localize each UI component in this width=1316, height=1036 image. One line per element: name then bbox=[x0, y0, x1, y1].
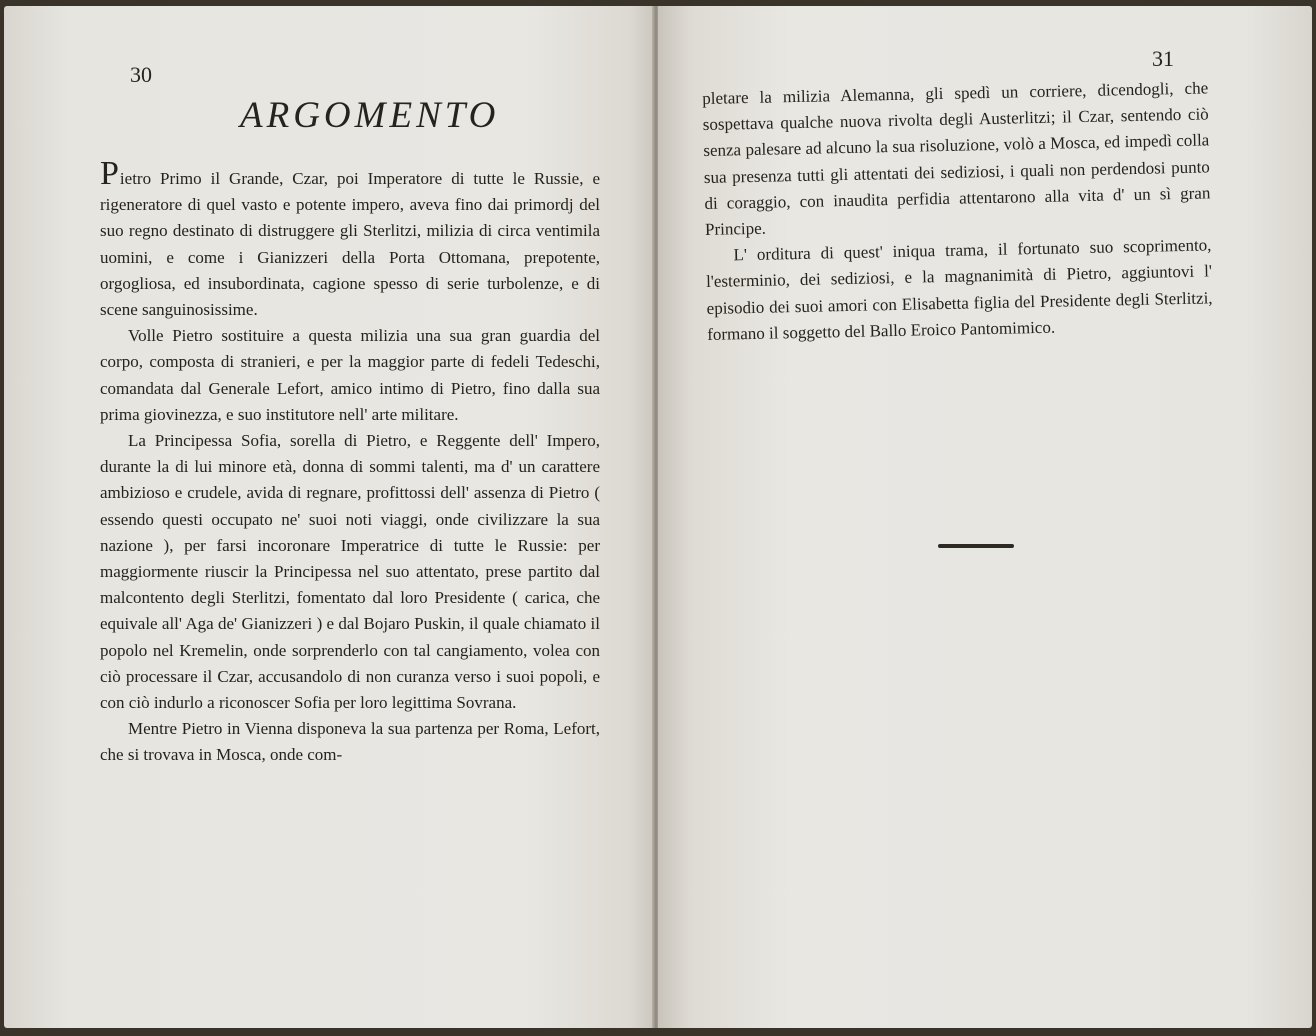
left-page bbox=[4, 6, 656, 1028]
drop-cap: P bbox=[100, 155, 119, 192]
page-number-right: 31 bbox=[1152, 46, 1174, 71]
paragraph-1-text: ietro Primo il Grande, Czar, poi Imperatore di tutte le Russie, e rigeneratore di quel vasto e potente impero, aveva fino dai primordj del suo regno destinato di distruggere gli Sterlitzi, milizia di circa ventimila uomini, e come i Gianizzeri della Porta Ottomana, prepotente, orgogliosa, ed insubordinata, cagione spesso di serie turbolenze, e di scene sanguinosissime. bbox=[100, 169, 600, 320]
right-page bbox=[658, 6, 1312, 1028]
left-page-text bbox=[100, 155, 600, 769]
continued-paragraph: pletare la milizia Alemanna, gli spedì un corriere, dicendogli, che sospettava qualche nuova rivolta degli Austerlitzi; il Czar, sentendo ciò senza palesare ad alcuno la sua risoluzione, volò a Mosca, ed impedì colla sua presenza tutti gli attentati dei sediziosi, i quali non perdendosi punto di coraggio, con inaudita perfidia attentarono alla vita d' un sì gran Principe. bbox=[702, 78, 1211, 239]
paragraph-4: Mentre Pietro in Vienna disponeva la sua partenza per Roma, Lefort, che si trovava in Mosca, onde com- bbox=[100, 719, 600, 765]
paragraph-5: L' orditura di quest' iniqua trama, il fortunato suo scoprimento, l'esterminio, dei sediziosi, e la magnanimità di Pietro, aggiuntovi l' episodio dei suoi amori con Elisabetta figlia del Presidente degli Sterlitzi, formano il soggetto del Ballo Eroico Pantomimico. bbox=[705, 235, 1213, 344]
paragraph-3: La Principessa Sofia, sorella di Pietro, e Reggente dell' Impero, durante la di lui minore età, donna di sommi talenti, ma d' un carattere ambizioso e crudele, avida di regnare, profittossi dell' assenza di Pietro ( essendo questi occupato ne' suoi noti viaggi, onde civilizzare la sua nazione ), per farsi incoronare Imperatrice di tutte le Russie: per maggiormente riuscir la Principessa nel suo attentato, prese partito dal malcontento degli Sterlitzi, fomentato dal loro Presidente ( carica, che equivale all' Aga de' Gianizzeri ) e dal Bojaro Puskin, il quale chiamato il popolo nel Kremelin, onde sorprenderlo con tal cangiamento, volea con ciò processare il Czar, accusandolo di non curanza verso i suoi popoli, e con ciò indurlo a riconoscer Sofia per loro legittima Sovrana. bbox=[100, 431, 600, 713]
paragraph-2: Volle Pietro sostituire a questa milizia una sua gran guardia del corpo, composta di stranieri, e per la maggior parte di fedeli Tedeschi, comandata dal Generale Lefort, amico intimo di Pietro, fino dalla sua prima giovinezza, e suo institutore nell' arte militare. bbox=[100, 326, 600, 424]
page-heading: ARGOMENTO bbox=[240, 95, 500, 136]
page-number-left: 30 bbox=[130, 62, 152, 87]
end-rule bbox=[938, 544, 1014, 548]
paragraph-1 bbox=[100, 155, 600, 323]
right-page-text bbox=[702, 75, 1213, 348]
